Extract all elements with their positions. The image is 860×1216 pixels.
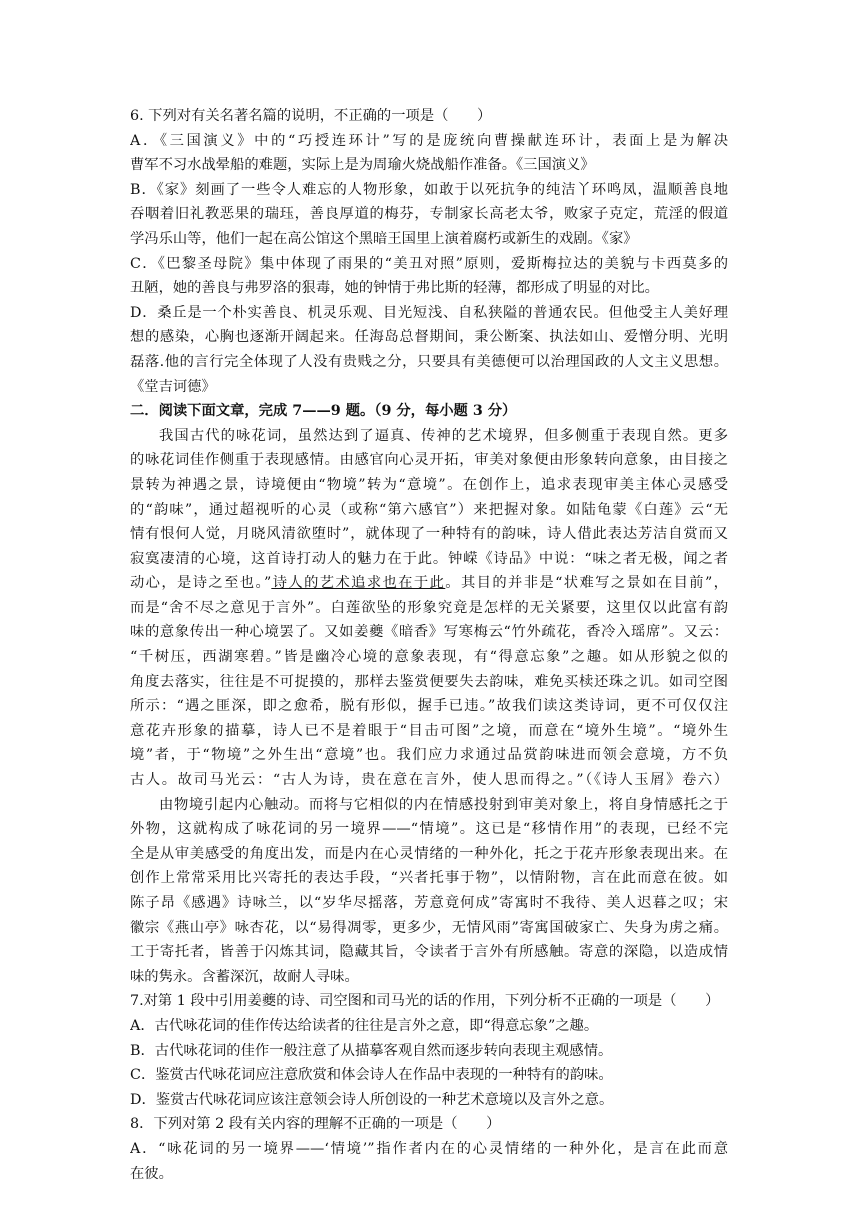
passage-line: 外物，这就构成了咏花词的另一境界——“情境”。这已是“移情作用”的表现，已经不完	[130, 821, 728, 838]
option-a: A．古代咏花词的佳作传达给读者的往往是言外之意，即“得意忘象”之趣。	[130, 1017, 599, 1034]
section-heading: 二．阅读下面文章，完成 7——9 题。（9 分，每小题 3 分）	[130, 403, 517, 420]
option-d-line: D．桑丘是一个朴实善良、机灵乐观、目光短浅、自私狭隘的普通农民。但他受主人美好理	[130, 304, 728, 321]
question-stem: 8．下列对第 2 段有关内容的理解不正确的一项是（ ）	[130, 1116, 501, 1133]
question-stem: 7.对第 1 段中引用姜夔的诗、司空图和司马光的话的作用，下列分析不正确的一项是（ ）	[130, 993, 720, 1010]
passage-line: 徽宗《燕山亭》咏杏花，以“易得凋零，更多少，无情风雨”寄寓国破家亡、失身为虏之痛。	[130, 919, 728, 936]
option-a-line: A．“咏花词的另一境界——‘情境’”指作者内在的心灵情绪的一种外化，是言在此而意	[130, 1140, 728, 1157]
passage-line: 所示：“遇之匪深，即之愈希，脱有形似，握手已违。”故我们读这类诗词，更不可仅仅注	[130, 698, 728, 715]
passage-line: 古人。故司马光云：“古人为诗，贵在意在言外，使人思而得之。”（《诗人玉屑》卷六）	[130, 772, 728, 789]
option-b: B．古代咏花词的佳作一般注意了从描摹客观自然而逐步转向表现主观感情。	[130, 1042, 613, 1059]
question-6	[130, 104, 728, 399]
option-a-line: 在彼。	[130, 1165, 173, 1182]
passage-paragraph-1	[130, 424, 728, 793]
option-a-line: 曹军不习水战晕船的难题，实际上是为周瑜火烧战船作准备。《三国演义》	[130, 157, 595, 174]
question-stem: 6. 下列对有关名著名篇的说明，不正确的一项是（ ）	[130, 108, 492, 124]
passage-text: 动心，是诗之至也。”	[130, 575, 272, 592]
passage-line: 角度去落实，往往是不可捉摸的，那样去鉴赏便要失去韵味，难免买椟还珠之讥。如司空图	[130, 673, 728, 690]
passage-line: 工于寄托者，皆善于闪炼其词，隐藏其旨，令读者于言外有所感触。寄意的深隐，以造成情	[130, 944, 728, 961]
passage-line: 而是“舍不尽之意见于言外”。白莲欲坠的形象究竟是怎样的无关紧要，这里仅以此富有韵	[130, 599, 728, 616]
passage-line: 由物境引起内心触动。而将与它相似的内在情感投射到审美对象上，将自身情感托之于	[159, 796, 728, 813]
passage-line: 寂寞凄清的心境，这首诗打动人的魅力在于此。钟嵘《诗品》中说：“味之者无极，闻之者	[130, 550, 728, 567]
option-c-line: 丑陋，她的善良与弗罗洛的狠毒，她的钟情于弗比斯的轻薄，都形成了明显的对比。	[130, 280, 659, 297]
option-a-line: A．《三国演义》中的“巧授连环计”写的是庞统向曹操献连环计，表面上是为解决	[130, 132, 728, 149]
passage-paragraph-2	[130, 793, 728, 990]
passage-line: 味的隽永。含蓄深沉，故耐人寻味。	[130, 968, 359, 985]
option-b-line: 吞咽着旧礼教恶果的瑞珏，善良厚道的梅芬，专制家长高老太爷，败家子克定，荒淫的假道	[130, 206, 728, 223]
passage-line: 味的意象传出一种心境罢了。又如姜夔《暗香》写寒梅云“竹外疏花，香冷入瑶席”。又云：	[130, 624, 728, 641]
passage-line	[130, 571, 728, 596]
underlined-sentence: 诗人的艺术追求也在于此	[271, 575, 446, 592]
option-d-line: 想的感染，心胸也逐渐开阔起来。任海岛总督期间，秉公断案、执法如山、爱憎分明、光明	[130, 329, 728, 346]
passage-line: 景转为神遇之景，诗境便由“物境”转为“意境”。在创作上，追求表现审美主体心灵感受	[130, 476, 728, 493]
passage-text: 。其目的并非是“状难写之景如在目前”，	[445, 575, 728, 592]
option-c-line: C．《巴黎圣母院》集中体现了雨果的“美丑对照”原则，爱斯梅拉达的美貌与卡西莫多的	[130, 255, 728, 272]
question-8	[130, 1112, 728, 1186]
passage-line: 意花卉形象的描摹，诗人已不是着眼于“目击可图”之境，而意在“境外生境”。“境外生	[130, 722, 728, 739]
passage-line: 陈子昂《感遇》诗咏兰，以“岁华尽摇落，芳意竟何成”寄寓时不我待、美人迟暮之叹；宋	[130, 895, 728, 911]
option-b-line: 学冯乐山等，他们一起在高公馆这个黑暗王国里上演着腐朽或新生的戏剧。《家》	[130, 230, 638, 247]
passage-line: 全是从审美感受的角度出发，而是内在心灵情绪的一种外化，托之于花卉形象表现出来。在	[130, 845, 728, 862]
passage-line: 的咏花词佳作侧重于表现感情。由感官向心灵开拓，审美对象便由形象转向意象，由目接之	[130, 452, 728, 469]
passage-line: 境”者，于“物境”之外生出“意境”也。我们应力求通过品赏韵味进而领会意境，方不负	[130, 747, 728, 764]
question-7	[130, 989, 728, 1112]
option-d-line: 磊落.他的言行完全体现了人没有贵贱之分，只要具有美德便可以治理国政的人文主义思想。	[130, 353, 728, 370]
passage-line: “千树压，西湖寒碧。”皆是幽冷心境的意象表现，有“得意忘象”之趣。如从形貌之似的	[130, 649, 728, 666]
option-d-line: 《堂吉诃德》	[130, 378, 216, 395]
passage-line: 的“韵味”，通过超视听的心灵（或称“第六感官”）来把握对象。如陆龟蒙《白莲》云“无	[130, 501, 728, 518]
option-c: C．鉴赏古代咏花词应注意欣赏和体会诗人在作品中表现的一种特有的韵味。	[130, 1067, 613, 1084]
passage-line: 创作上常常采用比兴寄托的表达手段，“兴者托事于物”，以情附物，言在此而意在彼。如	[130, 870, 728, 887]
option-d: D．鉴赏古代咏花词应该注意领会诗人所创设的一种艺术意境以及言外之意。	[130, 1091, 614, 1108]
exam-page	[130, 104, 728, 1186]
option-b-line: B．《家》刻画了一些令人难忘的人物形象，如敢于以死抗争的纯洁丫环鸣凤，温顺善良地	[130, 181, 728, 198]
passage-line: 我国古代的咏花词，虽然达到了逼真、传神的艺术境界，但多侧重于表现自然。更多	[159, 427, 728, 444]
passage-line: 情有恨何人觉，月晓风清欲堕时”，就体现了一种特有的韵味，诗人借此表达芳洁自赏而又	[130, 526, 728, 543]
